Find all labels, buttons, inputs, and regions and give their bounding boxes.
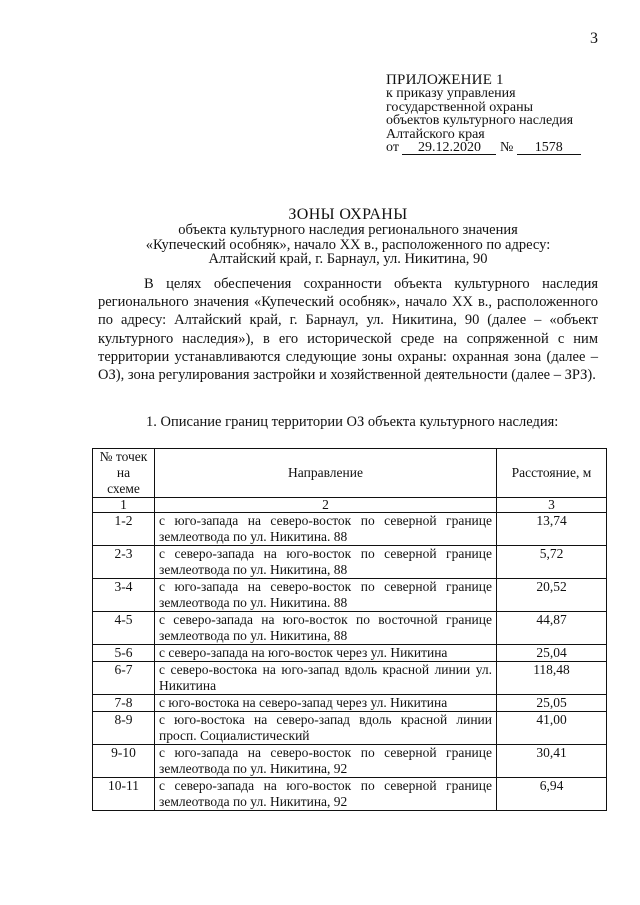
page-number: 3	[590, 30, 598, 47]
row-direction: с северо-запада на юго-восток по северной границе землеотвода по ул. Никитина, 92	[155, 778, 497, 811]
row-points: 10-11	[93, 778, 155, 811]
row-distance: 5,72	[497, 546, 607, 579]
column-number-row	[93, 498, 607, 513]
row-direction: с северо-запада на юго-восток через ул. Никитина	[155, 645, 497, 662]
row-points: 3-4	[93, 579, 155, 612]
row-points: 1-2	[93, 513, 155, 546]
row-distance: 13,74	[497, 513, 607, 546]
appendix-date-line	[386, 141, 616, 155]
table-row	[93, 778, 607, 811]
appendix-line: Алтайского края	[386, 126, 485, 142]
table-row	[93, 612, 607, 645]
header-distance: Расстояние, м	[497, 449, 607, 498]
intro-paragraph: В целях обеспечения сохранности объекта культурного наследия регионального значения «Купеческий особняк», начало XX в., расположенного по адресу: Алтайский край, г. Барнаул, ул. Никитина, 90 (далее – «объект культурного наследия»), в его исторической среде на сопряженной с ним территории устанавливаются следующие зоны охраны: охранная зона (далее – ОЗ), зона регулирования застройки и хозяйственной деятельности (далее – ЗРЗ).	[98, 276, 598, 384]
header-direction: Направление	[155, 449, 497, 498]
row-distance: 118,48	[497, 662, 607, 695]
boundary-table	[92, 448, 607, 811]
row-distance: 30,41	[497, 745, 607, 778]
row-direction: с северо-запада на юго-восток по восточной границе землеотвода по ул. Никитина, 88	[155, 612, 497, 645]
order-number: 1578	[517, 141, 581, 155]
column-number: 3	[497, 498, 607, 513]
document-title: ЗОНЫ ОХРАНЫ	[288, 206, 408, 223]
table-row	[93, 745, 607, 778]
appendix-block	[386, 74, 616, 155]
appendix-line: объектов культурного наследия	[386, 113, 574, 129]
table-row	[93, 546, 607, 579]
subtitle-line: Алтайский край, г. Барнаул, ул. Никитина, 90	[208, 251, 488, 268]
subtitle-line: объекта культурного наследия регионального значения	[178, 221, 518, 238]
row-direction: с юго-востока на северо-запад вдоль красной линии просп. Социалистический	[155, 712, 497, 745]
order-date: 29.12.2020	[402, 141, 496, 155]
appendix-title: ПРИЛОЖЕНИЕ 1	[386, 72, 504, 88]
row-distance: 25,05	[497, 695, 607, 712]
table-row	[93, 662, 607, 695]
row-distance: 6,94	[497, 778, 607, 811]
row-distance: 44,87	[497, 612, 607, 645]
row-distance: 41,00	[497, 712, 607, 745]
table-row	[93, 513, 607, 546]
date-prefix: от	[386, 140, 399, 156]
row-direction: с юго-запада на северо-восток по северной границе землеотвода по ул. Никитина, 92	[155, 745, 497, 778]
appendix-line: к приказу управления	[386, 86, 516, 102]
section-heading: 1. Описание границ территории ОЗ объекта культурного наследия:	[146, 414, 559, 430]
table-row	[93, 579, 607, 612]
subtitle-line: «Купеческий особняк», начало XX в., расположенного по адресу:	[145, 236, 551, 253]
table-row	[93, 645, 607, 662]
row-points: 5-6	[93, 645, 155, 662]
column-number: 2	[155, 498, 497, 513]
table-header-row	[93, 449, 607, 498]
row-points: 8-9	[93, 712, 155, 745]
row-direction: с юго-востока на северо-запад через ул. Никитина	[155, 695, 497, 712]
row-points: 6-7	[93, 662, 155, 695]
row-direction: с юго-запада на северо-восток по северной границе землеотвода по ул. Никитина. 88	[155, 513, 497, 546]
row-direction: с юго-запада на северо-восток по северной границе землеотвода по ул. Никитина. 88	[155, 579, 497, 612]
row-direction: с северо-востока на юго-запад вдоль красной линии ул. Никитина	[155, 662, 497, 695]
row-direction: с северо-запада на юго-восток по северной границе землеотвода по ул. Никитина, 88	[155, 546, 497, 579]
column-number: 1	[93, 498, 155, 513]
row-distance: 25,04	[497, 645, 607, 662]
table-row	[93, 695, 607, 712]
document-header	[100, 208, 596, 267]
header-points: № точек на схеме	[93, 449, 155, 498]
appendix-line: государственной охраны	[386, 99, 534, 115]
table-row	[93, 712, 607, 745]
number-sign: №	[499, 140, 514, 156]
row-points: 4-5	[93, 612, 155, 645]
row-points: 7-8	[93, 695, 155, 712]
row-points: 2-3	[93, 546, 155, 579]
row-points: 9-10	[93, 745, 155, 778]
row-distance: 20,52	[497, 579, 607, 612]
